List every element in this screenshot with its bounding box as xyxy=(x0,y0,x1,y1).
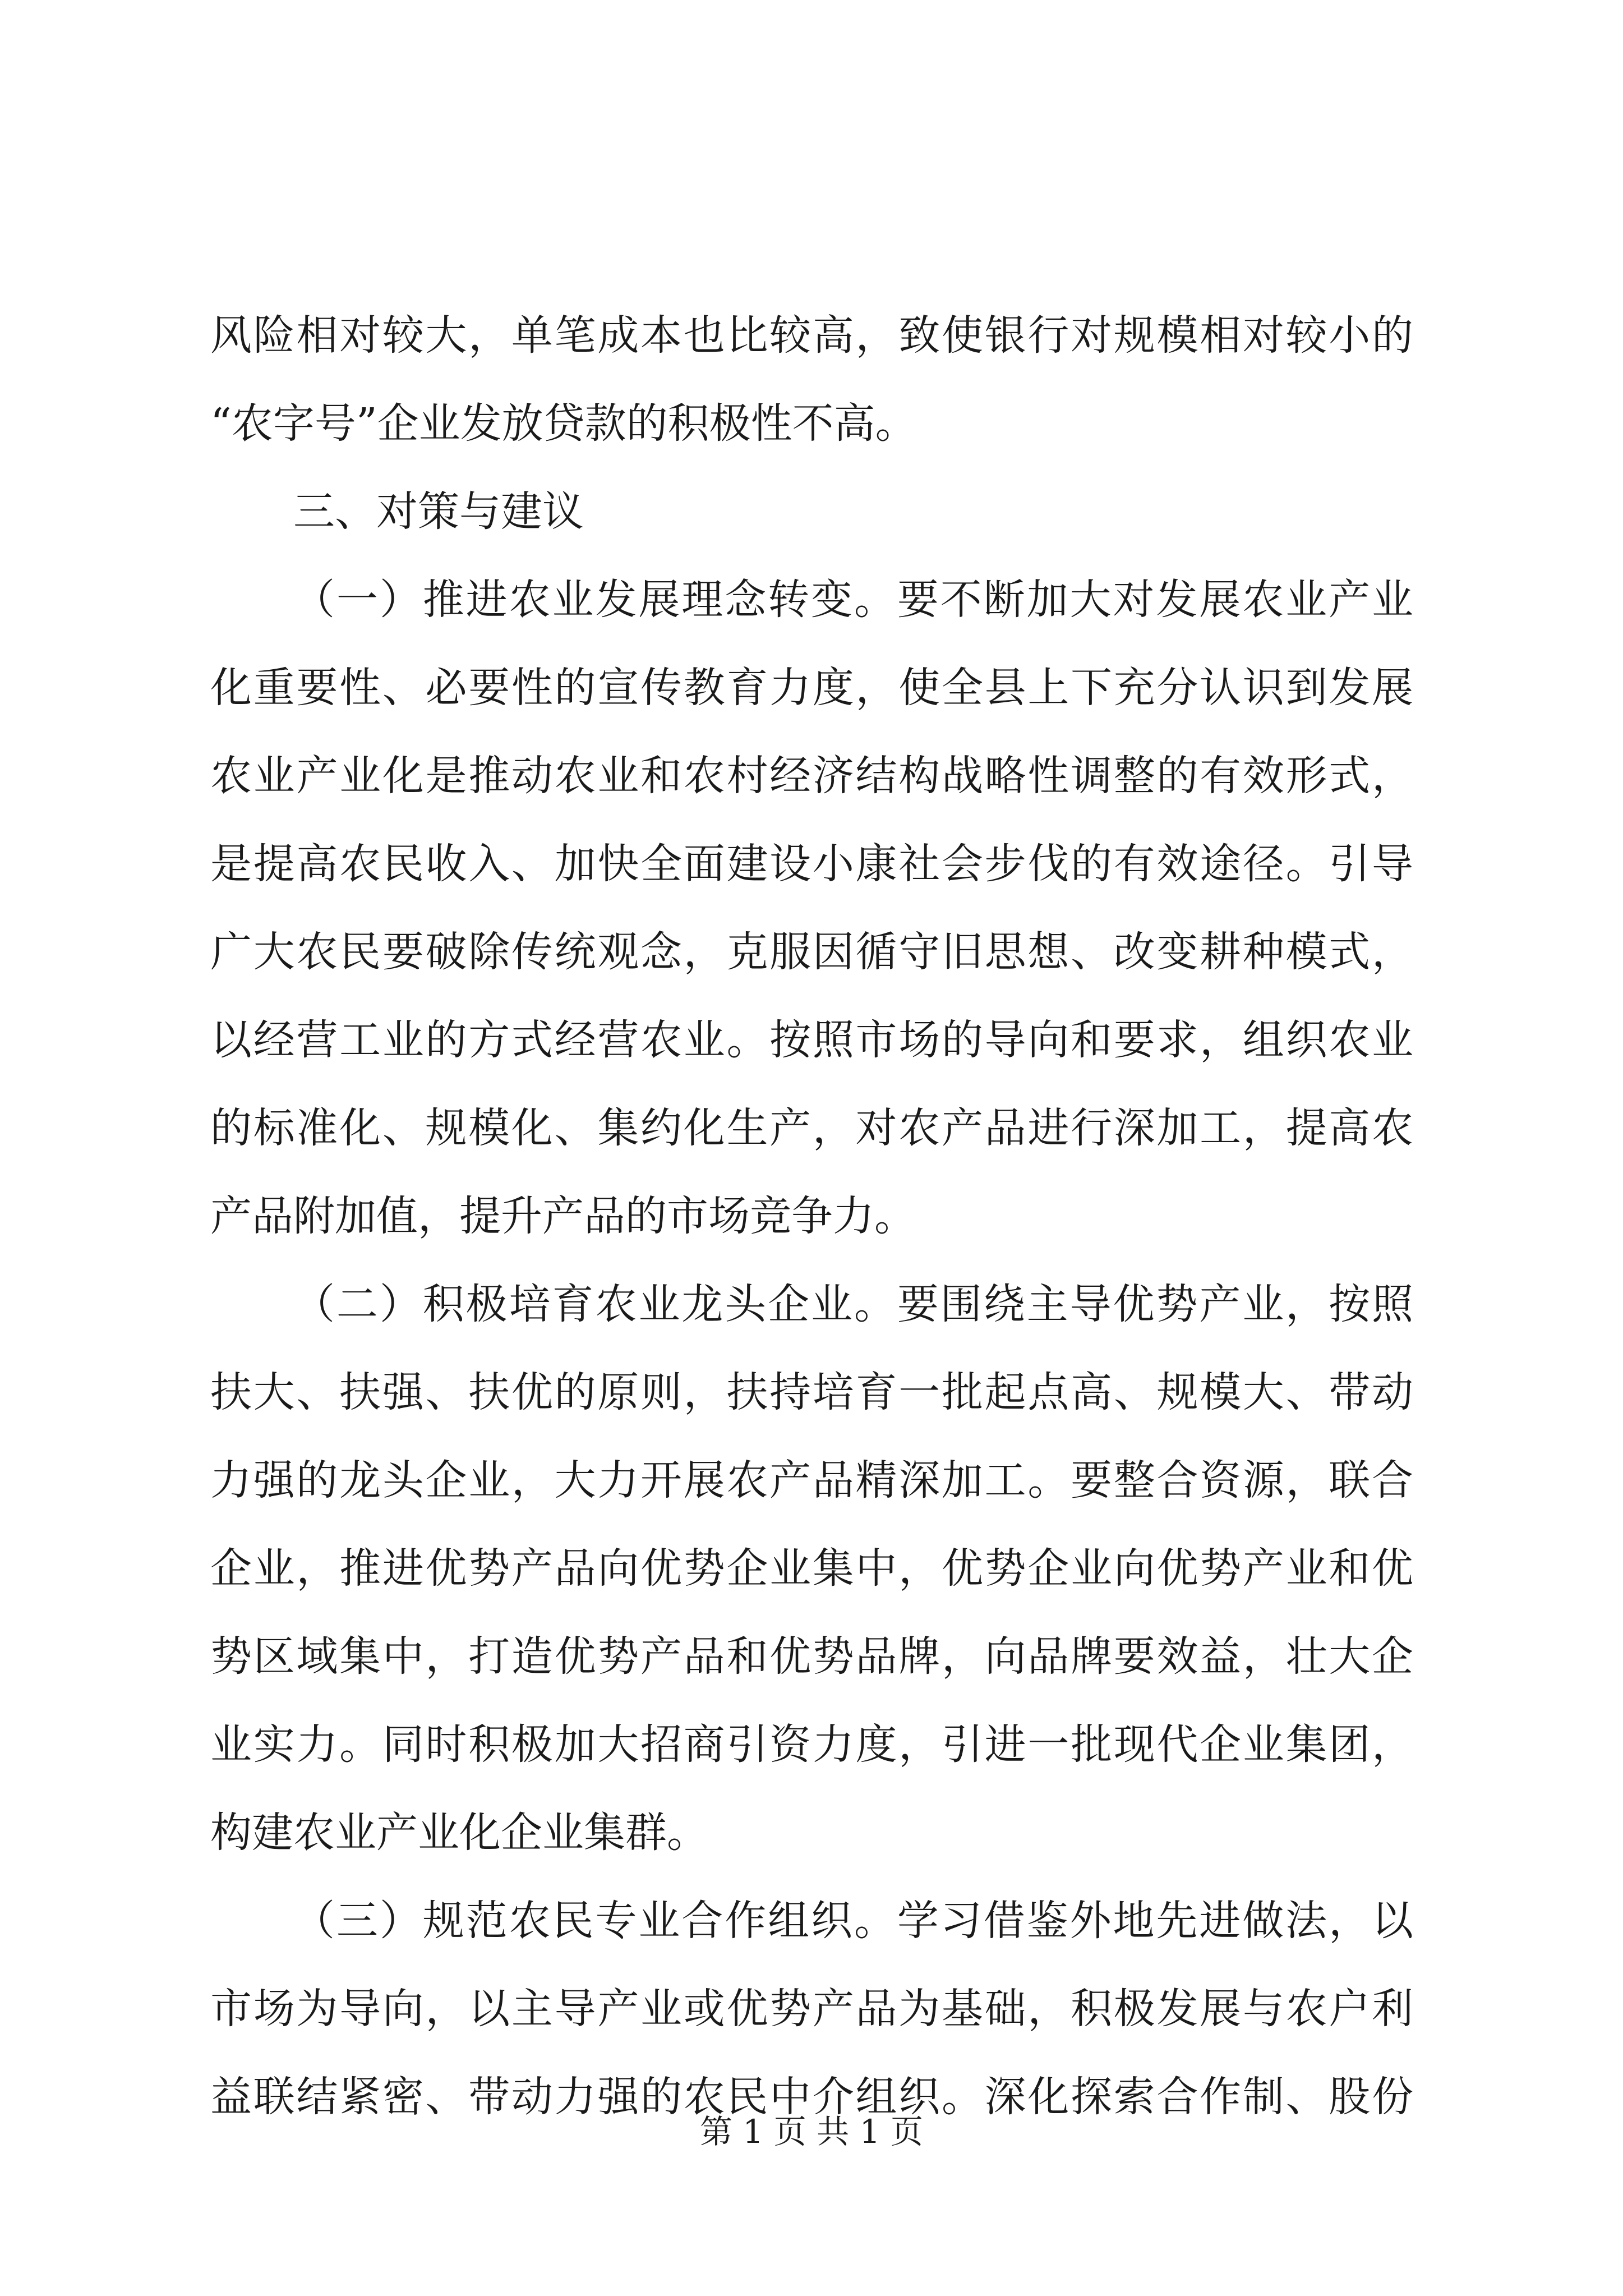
body-line: 是提高农民收入、加快全面建设小康社会步伐的有效途径。引导 xyxy=(210,840,1413,888)
body-line: 业实力。同时积极加大招商引资力度，引进一批现代企业集团， xyxy=(210,1720,1413,1769)
document-body xyxy=(210,292,1413,2141)
body-line: 产品附加值，提升产品的市场竞争力。 xyxy=(210,1192,916,1240)
body-line: 广大农民要破除传统观念，克服因循守旧思想、改变耕种模式， xyxy=(210,928,1413,976)
paragraph-first-line: （三）规范农民专业合作组织。学习借鉴外地先进做法，以 xyxy=(293,1897,1413,1945)
paragraph-first-line: （二）积极培育农业龙头企业。要围绕主导优势产业，按照 xyxy=(293,1280,1413,1328)
body-line: 风险相对较大，单笔成本也比较高，致使银行对规模相对较小的 xyxy=(210,311,1413,360)
section-heading: 三、对策与建议 xyxy=(293,487,584,536)
body-line: 农业产业化是推动农业和农村经济结构战略性调整的有效形式， xyxy=(210,752,1413,800)
body-line: 市场为导向，以主导产业或优势产品为基础，积极发展与农户利 xyxy=(210,1985,1413,2033)
body-line: 的标准化、规模化、集约化生产，对农产品进行深加工，提高农 xyxy=(210,1104,1413,1152)
page-footer xyxy=(0,2109,1623,2154)
body-line: 力强的龙头企业，大力开展农产品精深加工。要整合资源，联合 xyxy=(210,1456,1413,1504)
page-number-label: 第 1 页 共 1 页 xyxy=(700,2113,923,2151)
paragraph-first-line: （一）推进农业发展理念转变。要不断加大对发展农业产业 xyxy=(293,576,1413,624)
body-line: 企业，推进优势产品向优势企业集中，优势企业向优势产业和优 xyxy=(210,1544,1413,1593)
body-line: 益联结紧密、带动力强的农民中介组织。深化探索合作制、股份 xyxy=(210,2073,1413,2121)
body-line: 构建农业产业化企业集群。 xyxy=(210,1809,708,1857)
body-line: “农字号”企业发放贷款的积极性不高。 xyxy=(210,399,917,448)
body-line: 扶大、扶强、扶优的原则，扶持培育一批起点高、规模大、带动 xyxy=(210,1368,1413,1416)
body-line: 势区域集中，打造优势产品和优势品牌，向品牌要效益，壮大企 xyxy=(210,1632,1413,1681)
body-line: 化重要性、必要性的宣传教育力度，使全县上下充分认识到发展 xyxy=(210,664,1413,712)
body-line: 以经营工业的方式经营农业。按照市场的导向和要求，组织农业 xyxy=(210,1016,1413,1064)
